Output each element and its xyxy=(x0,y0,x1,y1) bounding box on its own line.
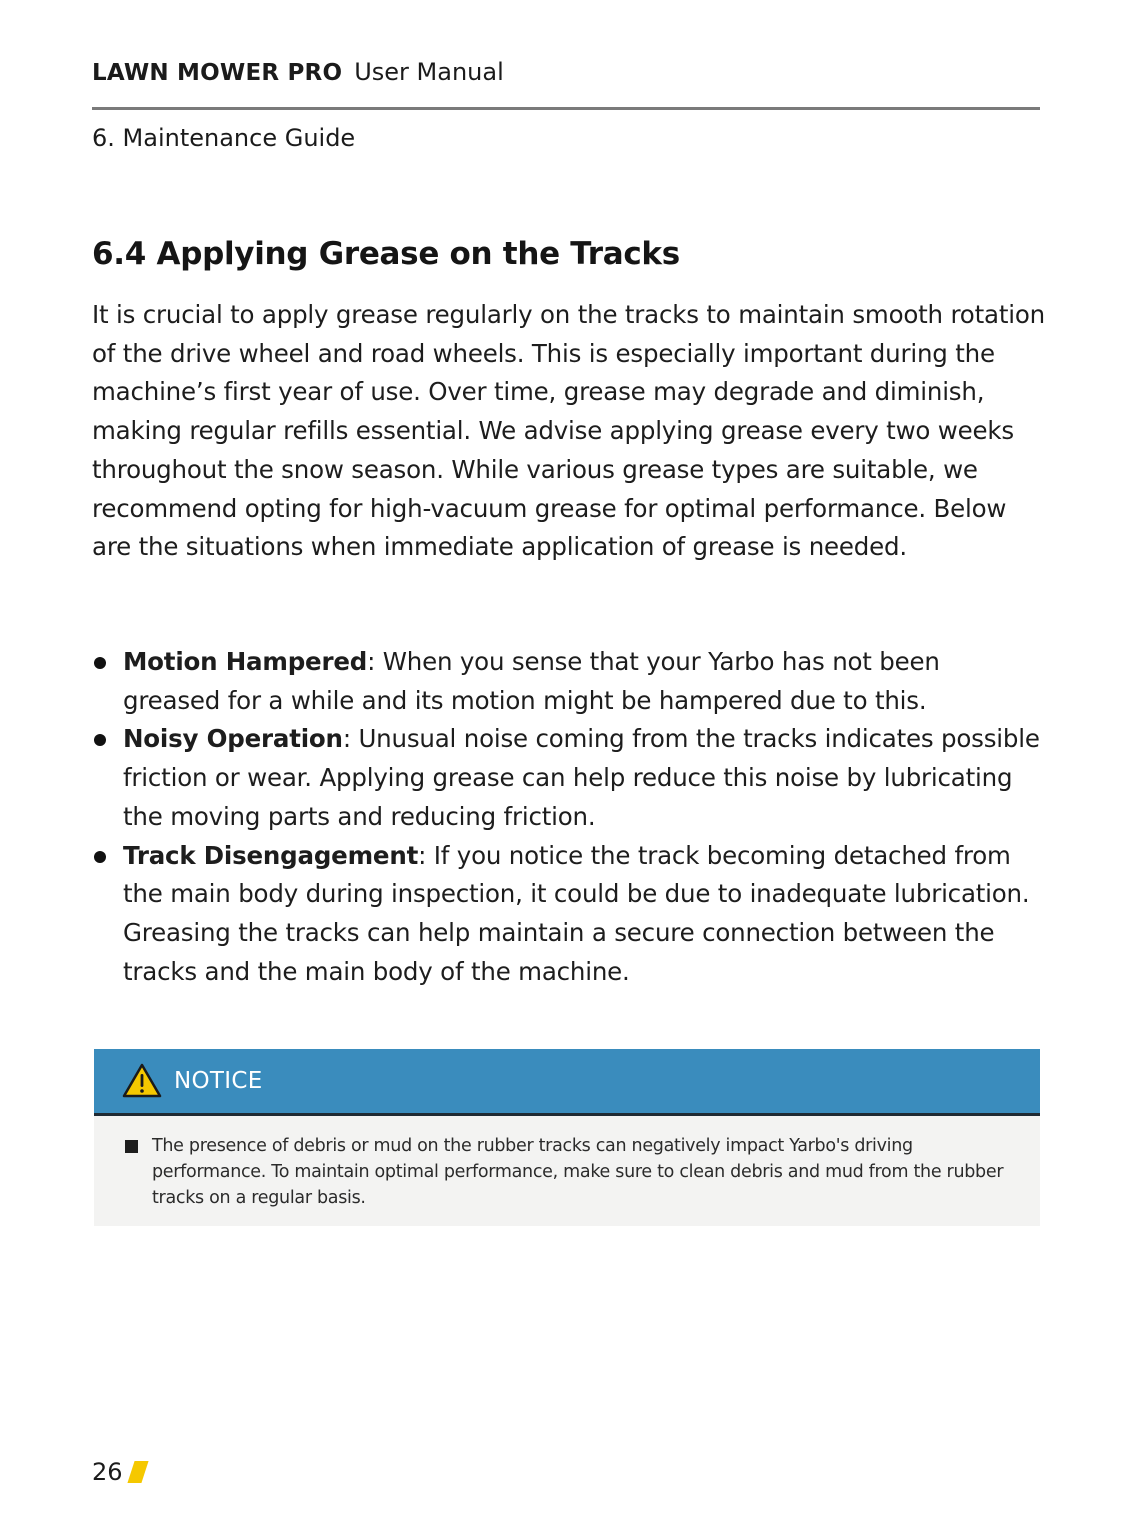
bullet-term: Noisy Operation xyxy=(123,724,343,754)
intro-paragraph: It is crucial to apply grease regularly on the tracks to maintain smooth rotation of the drive wheel and road wheels. This is especially important during the machine’s first year of use. Over time, grease may degrade and diminish, making regular refills essential. We advise applying grease every two weeks throughout the snow season. While various grease types are suitable, we recommend opting for high-vacuum grease for optimal performance. Below are the situations when immediate application of grease is needed. xyxy=(92,300,1045,562)
page-footer xyxy=(92,1458,145,1486)
page-header xyxy=(92,58,1040,86)
bullet-icon xyxy=(94,657,106,669)
notice-header xyxy=(94,1049,1040,1116)
page-number: 26 xyxy=(92,1458,123,1486)
bullet-text: : If you notice the track becoming detached from the main body during inspection, it could be due to inadequate lubrication. Greasing the tracks can help maintain a secure connection between the tracks and the main body of the machine. xyxy=(123,840,1030,986)
page-accent-mark xyxy=(127,1461,148,1483)
notice-body xyxy=(94,1116,1040,1226)
document-type: User Manual xyxy=(354,58,504,86)
bullet-list xyxy=(92,643,1042,991)
section-title: 6.4 Applying Grease on the Tracks xyxy=(92,236,680,272)
chapter-title: 6. Maintenance Guide xyxy=(92,124,356,152)
list-item xyxy=(92,837,1042,992)
bullet-text: : When you sense that your Yarbo has not been greased for a while and its motion might be hampered due to this. xyxy=(123,647,940,715)
bullet-text: : Unusual noise coming from the tracks indicates possible friction or wear. Applying grease can help reduce this noise by lubricating the moving parts and reducing friction. xyxy=(123,724,1040,831)
square-bullet-icon xyxy=(125,1140,138,1153)
bullet-icon xyxy=(94,734,106,746)
notice-box xyxy=(94,1049,1040,1226)
list-item xyxy=(92,720,1042,836)
notice-title: NOTICE xyxy=(174,1068,263,1094)
brand-name: LAWN MOWER PRO xyxy=(92,60,343,86)
notice-item xyxy=(125,1133,1026,1211)
list-item xyxy=(92,643,1042,720)
bullet-icon xyxy=(94,851,106,863)
notice-text: The presence of debris or mud on the rubber tracks can negatively impact Yarbo's driving performance. To maintain optimal performance, make sure to clean debris and mud from the rubber tracks on a regular basis. xyxy=(152,1136,1004,1208)
bullet-term: Track Disengagement xyxy=(123,840,419,870)
header-divider xyxy=(92,107,1040,110)
warning-triangle-icon xyxy=(122,1063,162,1099)
bullet-term: Motion Hampered xyxy=(123,647,368,676)
